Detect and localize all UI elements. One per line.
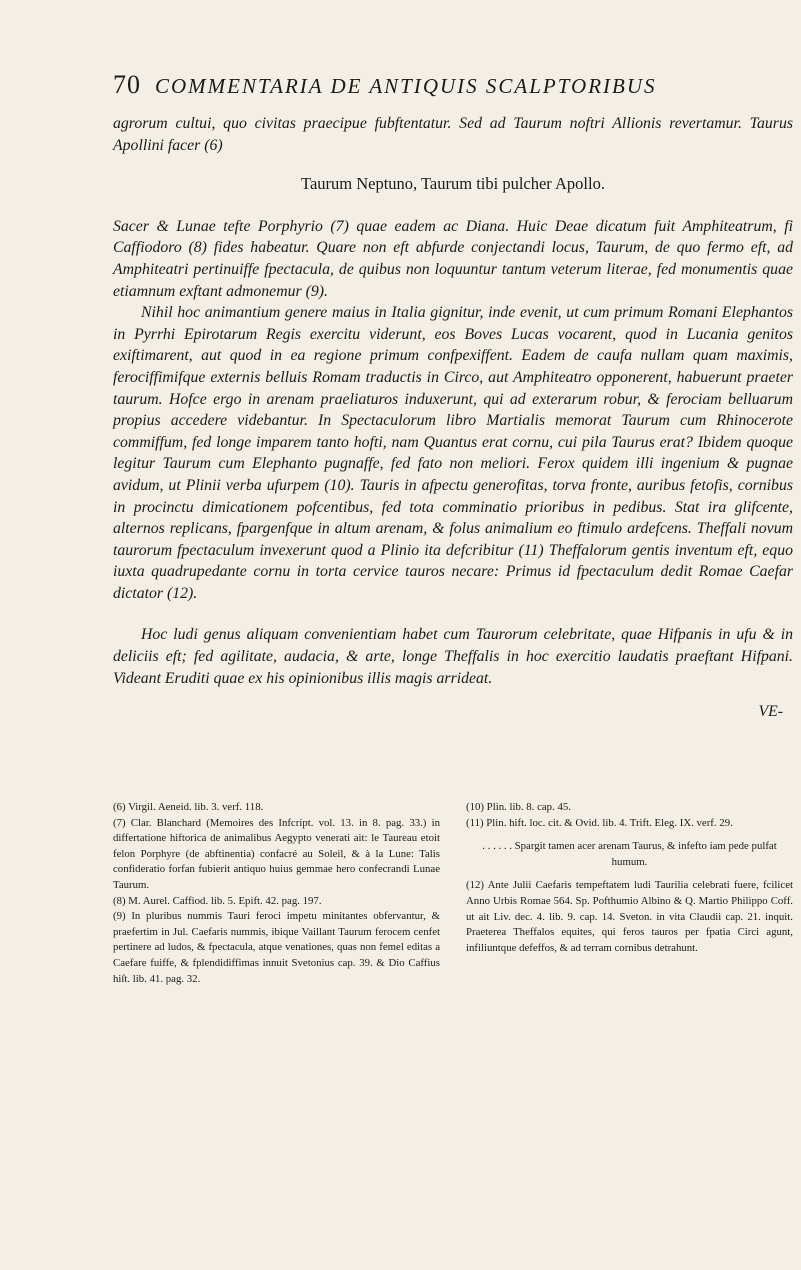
footnotes bbox=[113, 800, 793, 987]
footnotes-right-column bbox=[466, 800, 793, 987]
catchword: VE- bbox=[758, 703, 783, 721]
paragraph-elephants: Nihil hoc animantium genere maius in Italia gignitur, inde evenit, ut cum primum Romani Elephantos in Pyrrhi Epirotarum Regis exercitu viderunt, eos Boves Lucas vocarent, quod in Lucania genitos exiftimarent, aut quod in ea regione primum confpexiffent. Eadem de caufa nullam quam maximis, ferociffimifque externis belluis Romam traductis in Circo, aut Amphiteatro opponerent, habuerunt praeter taurum. Hofce ergo in arenam praeliaturos induxerunt, qui ad exterarum robur, & ferociam belluarum propius accedere videbantur. In Spectaculorum libro Martialis memorat Taurum cum Rhinocerote commiffum, fed longe imparem tanto hofti, nam Quantus erat cornu, cui pila Taurus erat? Ibidem quoque legitur Taurum cum Elephanto pugnaffe, fed fato non meliori. Ferox quidem illi ingenium & pugnae avidum, ut Plinii verba ufurpem (10). Tauris in afpectu generofitas, torva fronte, auribus fetofis, cornibus in procinctu dimicationem pofcentibus, fed tota comminatio prioribus in pedibus. Stat ira glifcente, alternos replicans, fpargenfque in altum arenam, & folus animalium eo ftimulo ardefcens. Theffali novum taurorum fpectaculum invexerunt quod a Plinio ita defcribitur (11) Theffalorum gentis inventum eft, equo iuxta quadrupedante cornu in torta cervice tauros necare: Primus id fpectaculum dedit Romae Caefar dictator (12). bbox=[113, 304, 793, 602]
footnotes-left-column bbox=[113, 800, 440, 987]
footnote-8: (8) M. Aurel. Caffiod. lib. 5. Epift. 42. pag. 197. bbox=[113, 894, 322, 907]
running-title: COMMENTARIA DE ANTIQUIS SCALPTORIBUS bbox=[155, 74, 657, 98]
main-text bbox=[113, 113, 793, 723]
paragraph-ludi: Hoc ludi genus aliquam convenientiam habet cum Taurorum celebritate, quae Hifpanis in ufu & in deliciis eft; fed agilitate, audacia, & arte, longe Theffalis in hoc exercitio laudatis praeftant Hifpani. Videant Eruditi quae ex his opinionibus illis magis arrideat. bbox=[113, 626, 793, 687]
page-number: 70 bbox=[113, 70, 141, 99]
footnote-verse: . . . . . . Spargit tamen acer arenam Taurus, & infefto iam pede pulfat humum. bbox=[482, 840, 777, 868]
footnote-12: (12) Ante Julii Caefaris tempeftatem ludi Taurilia celebrati fuere, fcilicet Anno Urbis Romae 564. Sp. Pofthumio Albino & Q. Martio Philippo Coff. ut ait Liv. dec. 4. lib. 9. cap. 14. Sveton. in vita Claudii cap. 21. inquit. Praeterea Theffalos equites, qui feros tauros per fpatia Circi agunt, infiliuntque defeffos, & ad terram cornibus detrahunt. bbox=[466, 879, 793, 954]
paragraph-opening: agrorum cultui, quo civitas praecipue fubftentatur. Sed ad Taurum noftri Allionis revertamur. Taurus Apollini facer (6) bbox=[113, 115, 793, 154]
footnote-7: (7) Clar. Blanchard (Memoires des Infcript. vol. 13. in 8. pag. 33.) in differtatione hiftorica de animalibus Aegypto venerati ait: le Taureau etoit felon Porphyre (de abftinentia) confacré au Soleil, & à la Lune: Talis confideratio forfan fubierit antiquo huius gemmae hero confecrandi Lunae Taurum. bbox=[113, 816, 440, 891]
footnote-11: (11) Plin. hift. loc. cit. & Ovid. lib. 4. Trift. Eleg. IX. verf. 29. bbox=[466, 816, 733, 829]
footnote-10: (10) Plin. lib. 8. cap. 45. bbox=[466, 801, 571, 813]
paragraph-luna: Sacer & Lunae tefte Porphyrio (7) quae eadem ac Diana. Huic Deae dicatum fuit Amphiteatrum, fi Caffiodoro (8) fides habeatur. Quare non eft abfurde conjectandi locus, Taurum, de quo fermo eft, ad Amphiteatri pertinuiffe fpectacula, de quibus non loquuntur tantum veterum literae, fed monumentis quae etiamnum exftant admonemur (9). bbox=[113, 217, 793, 300]
footnote-9: (9) In pluribus nummis Tauri feroci impetu minitantes obfervantur, & praefertim in Jul. Caefaris nummis, ibique Vaillant Taurum ferocem cenfet pertinere ad ludos, & fpectacula, atque venationes, quas non femel editas a Caefare fuiffe, & fplendidiffimas innuit Svetonius cap. 39. & Dio Caffius hiſt. lib. 41. pag. 32. bbox=[113, 910, 440, 985]
footnote-6: (6) Virgil. Aeneid. lib. 3. verf. 118. bbox=[113, 801, 264, 813]
verse-quotation: Taurum Neptuno, Taurum tibi pulcher Apollo. bbox=[301, 174, 605, 194]
page-header bbox=[113, 70, 793, 100]
